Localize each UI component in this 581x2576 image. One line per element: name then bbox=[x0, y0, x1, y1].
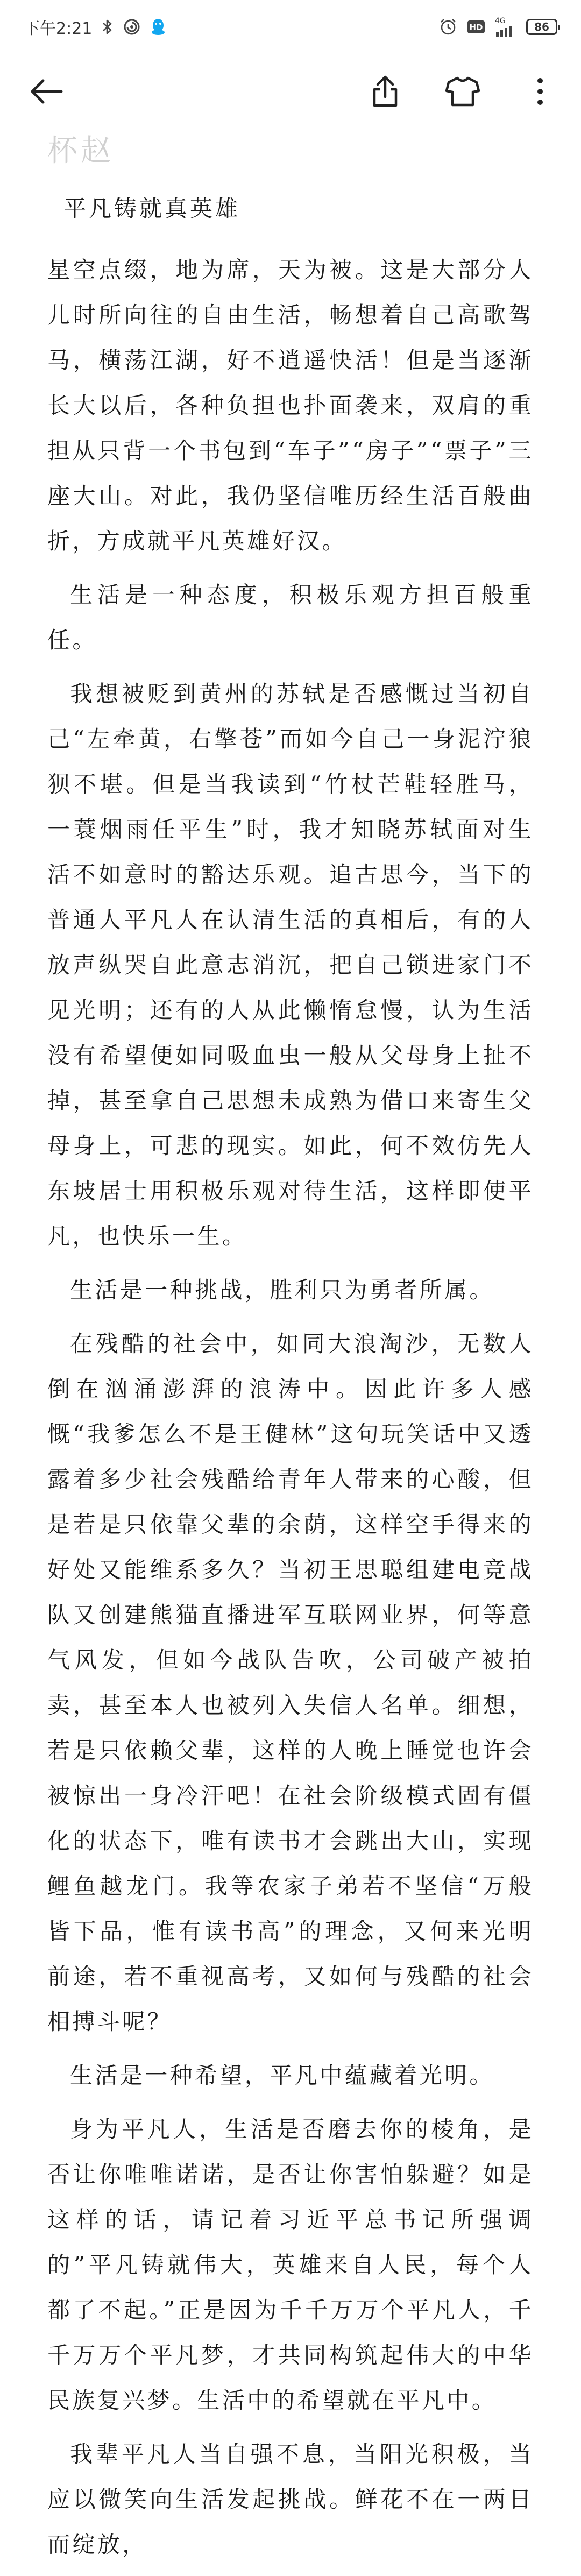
back-button[interactable] bbox=[27, 72, 66, 111]
alarm-clock-icon bbox=[439, 18, 457, 36]
paragraph: 在残酷的社会中，如同大浪淘沙，无数人倒在汹涌澎湃的浪涛中。因此许多人感慨“我爹怎么不是王健林”这句玩笑话中又透露着多少社会残酷给青年人带来的心酸，但是若是只依靠父辈的余荫，这样空手得来的好处又能维系多久？当初王思聪组建电竞战队又创建熊猫直播进军互联网业界，何等意气风发，但如今战队告吹，公司破产被拍卖，甚至本人也被列入失信人名单。细想，若是只依赖父辈，这样的人晚上睡觉也许会被惊出一身冷汗吧！在社会阶级模式固有僵化的状态下，唯有读书才会跳出大山，实现鲤鱼越龙门。我等农家子弟若不坚信“万般皆下品，惟有读书高”的理念，又何来光明前途，若不重视高考，又如何与残酷的社会相搏斗呢？ bbox=[47, 1331, 534, 2035]
status-bar bbox=[0, 0, 581, 54]
share-icon bbox=[370, 74, 400, 109]
battery-indicator: 86 bbox=[526, 19, 557, 35]
status-bar-left bbox=[24, 15, 166, 39]
status-bar-right bbox=[439, 17, 557, 37]
section-heading: 生活是一种态度，积极乐观方担百般重任。 bbox=[47, 582, 534, 653]
bluetooth-icon bbox=[102, 18, 114, 36]
more-vertical-icon bbox=[536, 77, 544, 106]
toolbar-actions bbox=[366, 72, 559, 111]
signal-strength-icon bbox=[495, 17, 516, 37]
faded-article-title: 杯赵 bbox=[47, 133, 114, 168]
network-type-label: 4G bbox=[495, 17, 506, 25]
paragraph: 我辈平凡人当自强不息，当阳光积极，当应以微笑向生活发起挑战。鲜花不在一两日而绽放， bbox=[47, 2441, 534, 2558]
share-button[interactable] bbox=[366, 72, 405, 111]
swirl-app-icon bbox=[123, 18, 140, 36]
section-heading: 生活是一种挑战，胜利只为勇者所属。 bbox=[70, 1277, 494, 1303]
section-heading: 生活是一种希望，平凡中蕴藏着光明。 bbox=[70, 2062, 494, 2089]
more-options-button[interactable] bbox=[521, 72, 559, 111]
status-time: 下午2:21 bbox=[24, 19, 93, 38]
back-arrow-icon bbox=[29, 79, 63, 104]
article-content bbox=[47, 186, 534, 2576]
paragraph: 身为平凡人，生活是否磨去你的棱角，是否让你唯唯诺诺，是否让你害怕躲避？如是这样的话，请记着习近平总书记所强调的”平凡铸就伟大，英雄来自人民，每个人都了不起。”正是因为千千万万个平凡人，千千万万个平凡梦，才共同构筑起伟大的中华民族复兴梦。生活中的希望就在平凡中。 bbox=[47, 2116, 534, 2414]
qq-penguin-icon bbox=[150, 18, 166, 36]
article-heading: 平凡铸就真英雄 bbox=[63, 195, 241, 222]
reader-toolbar bbox=[0, 54, 581, 129]
paragraph: 星空点缀，地为席，天为被。这是大部分人儿时所向往的自由生活，畅想着自己高歌驾马，横荡江湖，好不逍遥快活！但是当逐渐长大以后，各种负担也扑面袭来，双肩的重担从只背一个书包到“车子”“房子”“票子”三座大山。对此，我仍坚信唯历经生活百般曲折，方成就平凡英雄好汉。 bbox=[47, 257, 534, 554]
theme-skin-button[interactable] bbox=[443, 72, 482, 111]
tshirt-icon bbox=[445, 76, 480, 107]
paragraph: 我想被贬到黄州的苏轼是否感慨过当初自己“左牵黄，右擎苍”而如今自己一身泥泞狼狈不堪。但是当我读到“竹杖芒鞋轻胜马，一蓑烟雨任平生”时，我才知晓苏轼面对生活不如意时的豁达乐观。追古思今，当下的普通人平凡人在认清生活的真相后，有的人放声纵哭自此意志消沉，把自己锁进家门不见光明；还有的人从此懒惰怠慢，认为生活没有希望便如同吸血虫一般从父母身上扯不掉，甚至拿自己思想未成熟为借口来寄生父母身上，可悲的现实。如此，何不效仿先人东坡居士用积极乐观对待生活，这样即使平凡，也快乐一生。 bbox=[47, 681, 534, 1249]
svg-text:HD: HD bbox=[469, 23, 483, 32]
hd-badge bbox=[467, 19, 485, 35]
